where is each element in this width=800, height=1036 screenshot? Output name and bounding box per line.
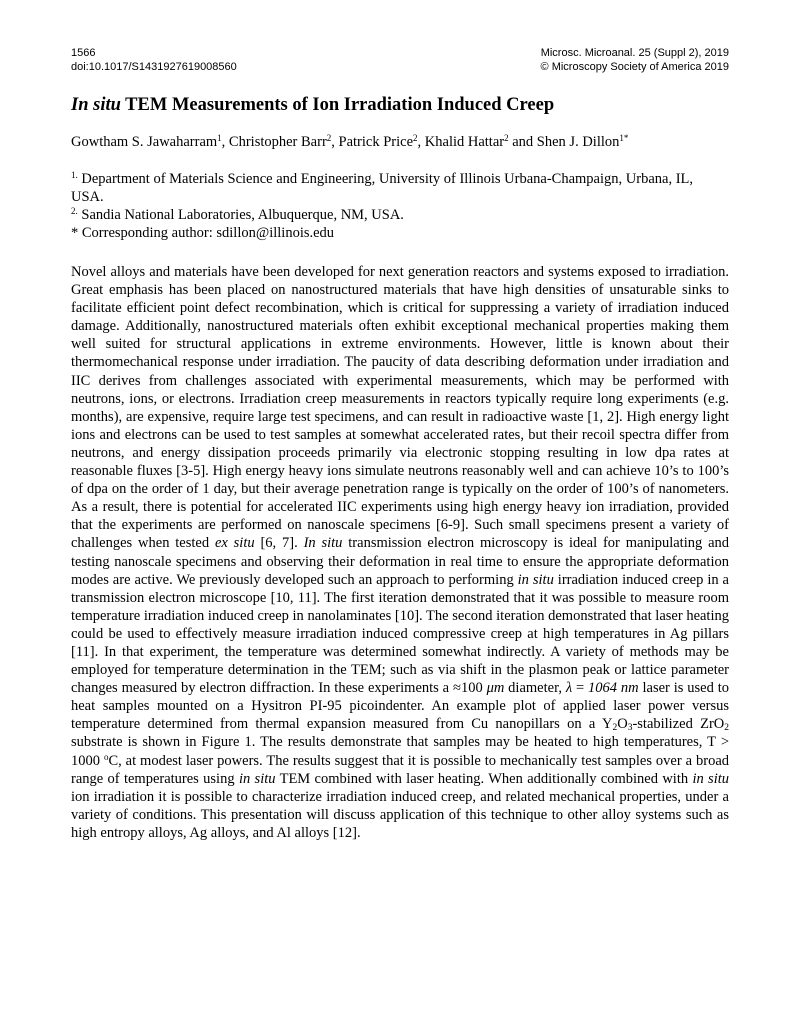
- body-text: substrate is shown in Figure 1. The results demonstrate that samples may be heated to high temperatures, T > 1000: [71, 734, 729, 769]
- math-symbol: λ: [565, 680, 573, 697]
- paper-title: [71, 95, 729, 116]
- body-text: irradiation induced creep in a transmission electron microscope [10, 11]. The first iteration demonstrated that it was possible to measure room temperature irradiation induced creep in nanolaminates [10]. The second iteration demonstrated that laser heating could be used to effectively measure irradiation induced compressive creep at high temperatures in Ag pillars [11]. In that experiment, the temperature was determined somewhat indirectly. A variety of methods may be employed for temperature determination in the TEM; such as via shift in the plasmon peak or lattice parameter changes measured by electron diffraction. In these experiments a ≈100: [71, 571, 729, 697]
- affiliation-text: Department of Materials Science and Engineering, University of Illinois Urbana-Champaign, Urbana, IL, USA.: [71, 171, 694, 205]
- copyright: © Microscopy Society of America 2019: [540, 61, 729, 73]
- header-left: [71, 46, 237, 74]
- header-right: [541, 46, 729, 74]
- author-affiliation-mark: 1: [217, 133, 222, 143]
- body-italic: in situ: [517, 571, 554, 588]
- author-name: Shen J. Dillon: [536, 134, 620, 150]
- body-text: laser is used to heat samples mounted on a Hysitron PI-95 picoindenter. An example plot of applied laser power versus temperature determined from thermal expansion measured from Cu nanopillars on a Y: [71, 680, 729, 733]
- body-text: -stabilized ZrO: [632, 716, 725, 733]
- author-name: Gowtham S. Jawaharram: [71, 134, 218, 150]
- body-text: TEM combined with laser heating. When additionally combined with: [275, 770, 693, 787]
- body-text: C, at modest laser powers. The results suggest that it is possible to mechanically test samples over a broad range of temperatures using: [71, 752, 730, 787]
- math-value: 1064 nm: [588, 680, 639, 697]
- body-text: ion irradiation it is possible to characterize irradiation induced creep, and related mechanical properties, under a variety of conditions. This presentation will discuss application of this technique to other alloy systems such as high entropy alloys, Ag alloys, and Al alloys [12].: [71, 788, 729, 841]
- body-text: transmission electron microscopy is ideal for manipulating and testing nanoscale specimens and observing their deformation in real time to ensure the appropriate deformation modes are active. We previously developed such an approach to performing: [71, 535, 730, 588]
- affiliation: [71, 206, 729, 224]
- math-unit: μm: [486, 680, 505, 697]
- author-separator: and: [508, 134, 537, 150]
- author-affiliation-mark: 2: [504, 133, 509, 143]
- author-affiliation-mark: 1*: [619, 133, 629, 143]
- body-italic: In situ: [303, 535, 343, 552]
- journal-citation: Microsc. Microanal. 25 (Suppl 2), 2019: [540, 47, 729, 59]
- title-italic: In situ: [71, 95, 121, 115]
- author-name: Christopher Barr: [228, 134, 327, 150]
- affiliations: [71, 170, 729, 242]
- body-text: [6, 7].: [254, 535, 304, 552]
- subscript: 2: [612, 723, 618, 734]
- superscript: o: [103, 751, 109, 762]
- author-separator: ,: [417, 134, 425, 150]
- subscript: 3: [627, 723, 633, 734]
- affiliation: [71, 170, 729, 206]
- body-text: diameter,: [504, 680, 566, 697]
- body-italic: in situ: [238, 770, 276, 787]
- author-separator: ,: [331, 134, 339, 150]
- affiliation-text: Sandia National Laboratories, Albuquerque, NM, USA.: [77, 207, 404, 223]
- corresponding-author: * Corresponding author: sdillon@illinois.edu: [71, 225, 335, 241]
- body-text: Novel alloys and materials have been developed for next generation reactors and systems exposed to irradiation. Great emphasis has been placed on nanostructured materials that have high densities of unsaturable sinks to facilitate efficient point defect recombination, which is critical for suppressing a variety of irradiation induced damage. Additionally, nanostructured materials often exhibit exceptional mechanical properties making them well suited for structural applications in extreme environments. However, little is known about their thermomechanical response under irradiation. The paucity of data describing deformation under irradiation and IIC derives from challenges associated with experimental measurements, which may be performed with neutrons, ions, or electrons. Irradiation creep measurements in reactors typically require long experiments (e.g. months), are expensive, require large test specimens, and can result in radioactive waste [1, 2]. High energy light ions and electrons can be used to test samples at somewhat accelerated rates, but their recoil spectra differ from neutrons, and energy dissipation proceeds primarily via electronic stopping resulting in low dpa rates at reasonable fluxes [3-5]. High energy heavy ions simulate neutrons reasonably well and can achieve 10’s to 100’s of dpa on the order of 1 day, but their average penetration range is typically on the order of 100’s of nanometers. As a result, there is potential for accelerated IIC experiments using high energy heavy ion irradiation, provided that the experiments are performed on nanoscale specimens [6-9]. Such small specimens present a variety of challenges when tested: [71, 264, 729, 552]
- body-text: O: [617, 716, 628, 733]
- author-name: Patrick Price: [338, 134, 414, 150]
- author-affiliation-mark: 2: [326, 133, 332, 143]
- running-header: [71, 46, 729, 76]
- page-number: 1566: [71, 47, 96, 59]
- author-name: Khalid Hattar: [424, 134, 505, 150]
- title-rest: TEM Measurements of Ion Irradiation Induced Creep: [120, 95, 555, 115]
- affiliation-mark: 1.: [71, 170, 78, 180]
- body-italic: in situ: [692, 770, 730, 787]
- abstract-body: [71, 263, 729, 842]
- author-list: [71, 133, 729, 151]
- affiliation-mark: 2.: [71, 206, 78, 216]
- body-text: =: [572, 680, 589, 697]
- author-affiliation-mark: 2: [413, 133, 418, 143]
- doi: doi:10.1017/S1431927619008560: [71, 61, 237, 73]
- author-separator: ,: [221, 134, 229, 150]
- body-italic: ex situ: [214, 535, 255, 552]
- subscript: 2: [724, 723, 729, 734]
